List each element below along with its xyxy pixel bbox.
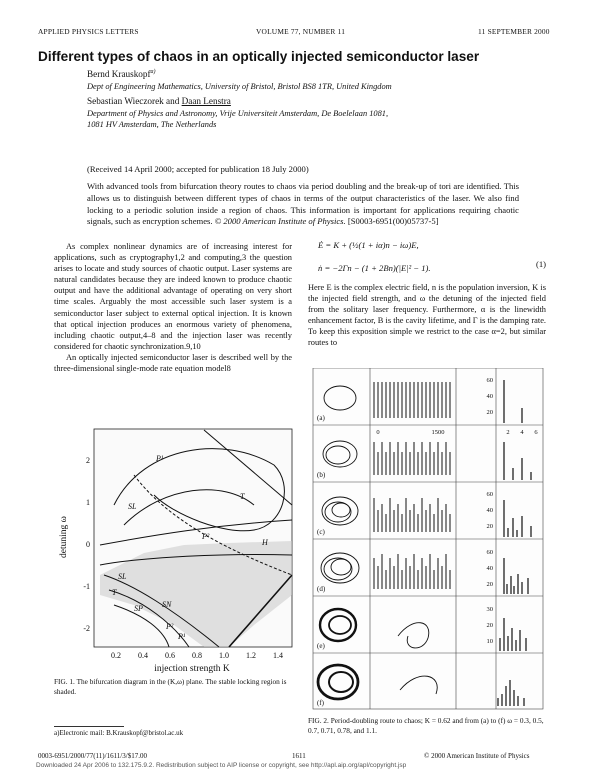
- equation-1-line-a: Ė = K + (½(1 + iα)n − iω)E,: [318, 240, 419, 250]
- fig2-ytick-a-60: 60: [486, 377, 493, 384]
- abstract-text: With advanced tools from bifurcation theory routes to chaos via period doubling and the break-up of tori are identified. This allows us to distinguish between different types of chaos in terms of the output characteristics of the laser. We also find locking to a periodic solution inside a region of chaos. This information is important for applications requiring chaotic signals, such as encryption schemes.: [87, 181, 519, 227]
- left-column-text: [54, 241, 292, 374]
- panel-label-b: (b): [317, 471, 326, 479]
- author2-name: Sebastian Wieczorek and: [87, 96, 180, 106]
- author3-link[interactable]: Daan Lenstra: [181, 96, 231, 106]
- curve-label-p1-top: P¹: [156, 454, 164, 463]
- equation-1: [318, 240, 546, 277]
- y-tick-2: 2: [86, 456, 90, 465]
- intro-paragraph-2: An optically injected semiconductor laser is described well by the three-dimensional single-mode rate equation model8: [54, 352, 292, 374]
- panel-label-d: (d): [317, 585, 326, 593]
- curve-label-sl-bottom: SL: [118, 572, 127, 581]
- x-tick-1.0: 1.0: [219, 651, 229, 660]
- fig2-xtick-2: 2: [506, 429, 510, 436]
- y-tick-minus2: -2: [83, 624, 90, 633]
- download-notice[interactable]: Downloaded 24 Apr 2006 to 132.175.9.2. Redistribution subject to AIP license or copyright, see http://apl.aip.org/apl/copyright.jsp: [36, 762, 407, 769]
- fig2-ytick-c-40: 40: [486, 507, 493, 514]
- received-dates: (Received 14 April 2000; accepted for publication 18 July 2000): [87, 164, 309, 174]
- abstract-doi: [S0003-6951(00)05737-5]: [347, 216, 439, 227]
- page-number: 1611: [292, 752, 306, 760]
- abstract-copyright: © 2000 American Institute of Physics.: [214, 216, 346, 227]
- paper-title: Different types of chaos in an optically injected semiconductor laser: [38, 49, 480, 64]
- curve-label-p2-mid: P²: [202, 532, 210, 541]
- fig2-xtick-0: 0: [376, 429, 380, 436]
- authors-amsterdam: [87, 96, 231, 106]
- right-column-text: [308, 282, 546, 349]
- x-tick-0.2: 0.2: [111, 651, 121, 660]
- affiliation-amsterdam-line2: 1081 HV Amsterdam, The Netherlands: [87, 120, 217, 129]
- y-tick-0: 0: [86, 540, 90, 549]
- journal-name: APPLIED PHYSICS LETTERS: [38, 27, 139, 36]
- fig2-ytick-c-60: 60: [486, 491, 493, 498]
- author1-name: Bernd Krauskopf: [87, 69, 151, 80]
- curve-label-h: H: [262, 538, 268, 547]
- affiliation-amsterdam-line1: Department of Physics and Astronomy, Vrije Universiteit Amsterdam, De Boelelaan 1081,: [87, 109, 389, 118]
- curve-label-sn: SN: [162, 600, 172, 609]
- footer-issn: 0003-6951/2000/77(11)/1611/3/$17.00: [38, 752, 147, 760]
- curve-label-p1-bottom: P¹: [178, 632, 186, 641]
- affiliation-bristol: Dept of Engineering Mathematics, University of Bristol, Bristol BS8 1TR, United Kingdom: [87, 82, 392, 91]
- curve-label-p2-bottom: P²: [166, 622, 174, 631]
- right-paragraph-1: Here E is the complex electric field, n is the population inversion, K is the injected field strength, and ω the detuning of the injected field from the solitary laser frequency. Furthermore, α is the linewidth enhancement factor, B is the cavity lifetime, and Γ is the damping rate. To keep this exposition simple we restrict to the case α=2, but similar routes to: [308, 283, 546, 348]
- figure-2-period-doubling: [308, 368, 548, 712]
- fig2-xtick-4: 4: [520, 429, 524, 436]
- figure-1-bifurcation-diagram: [54, 425, 298, 675]
- curve-label-t-bottom: T: [112, 588, 117, 597]
- equation-1-number: (1): [535, 259, 546, 269]
- fig2-ytick-a-40: 40: [486, 393, 493, 400]
- x-tick-1.2: 1.2: [246, 651, 256, 660]
- issue-date: 11 SEPTEMBER 2000: [478, 27, 550, 36]
- footnote-rule: [54, 726, 124, 727]
- fig2-ytick-e-20: 20: [486, 622, 493, 629]
- equation-1-line-b: ṅ = −2Γn − (1 + 2Bn)(|E|² − 1).: [318, 263, 431, 273]
- volume-number: VOLUME 77, NUMBER 11: [256, 27, 346, 36]
- fig2-ytick-e-10: 10: [486, 638, 493, 645]
- panel-label-e: (e): [317, 642, 325, 650]
- fig2-ytick-d-20: 20: [486, 581, 493, 588]
- curve-label-sp: SP: [134, 604, 143, 613]
- y-tick-1: 1: [86, 498, 90, 507]
- curve-label-sl-top: SL: [128, 502, 137, 511]
- curve-label-t-top: T: [240, 492, 245, 501]
- author1-footnote-mark[interactable]: a): [150, 69, 156, 75]
- x-tick-1.4: 1.4: [273, 651, 283, 660]
- x-axis-label: injection strength K: [154, 664, 230, 674]
- fig2-ytick-d-60: 60: [486, 549, 493, 556]
- figure-2-caption: FIG. 2. Period-doubling route to chaos; K = 0.62 and from (a) to (f) ω = 0.3, 0.5, 0.7, 0.71, 0.78, and 1.1.: [308, 716, 544, 735]
- x-tick-0.8: 0.8: [192, 651, 202, 660]
- figure-1-caption: FIG. 1. The bifurcation diagram in the (K,ω) plane. The stable locking region is shaded.: [54, 677, 287, 696]
- author-krauskopf: [87, 69, 156, 79]
- fig2-xtick-1500: 1500: [431, 429, 445, 436]
- x-tick-0.4: 0.4: [138, 651, 148, 660]
- fig2-ytick-d-40: 40: [486, 565, 493, 572]
- footer-copyright: © 2000 American Institute of Physics: [424, 752, 530, 760]
- panel-label-a: (a): [317, 414, 325, 422]
- intro-paragraph-1: As complex nonlinear dynamics are of increasing interest for applications, such as cryptography1,2 and computing,3 the question arises to locate and study sources of chaotic output. Laser systems are natural candidates because they are indeed known to produce chaotic output and have the additional advantage of operating on very short time scales. Arguably the most accessible such laser system is a semiconductor laser subject to external optical injection. It is known that optical injection produces an enormous variety of phenomena, including chaotic output,4–8 and the injection laser was recently considered for chaotic synchronization.9,10: [54, 242, 292, 351]
- y-tick-minus1: -1: [83, 582, 90, 591]
- fig2-ytick-e-30: 30: [486, 606, 493, 613]
- y-axis-label: detuning ω: [59, 516, 69, 558]
- panel-label-f: (f): [317, 699, 324, 707]
- abstract: [87, 181, 519, 228]
- fig2-xtick-6: 6: [534, 429, 538, 436]
- panel-label-c: (c): [317, 528, 325, 536]
- fig2-ytick-a-20: 20: [486, 409, 493, 416]
- fig2-ytick-c-20: 20: [486, 523, 493, 530]
- x-tick-0.6: 0.6: [165, 651, 175, 660]
- footnote-email[interactable]: a)Electronic mail: B.Krauskopf@bristol.ac.uk: [54, 729, 184, 737]
